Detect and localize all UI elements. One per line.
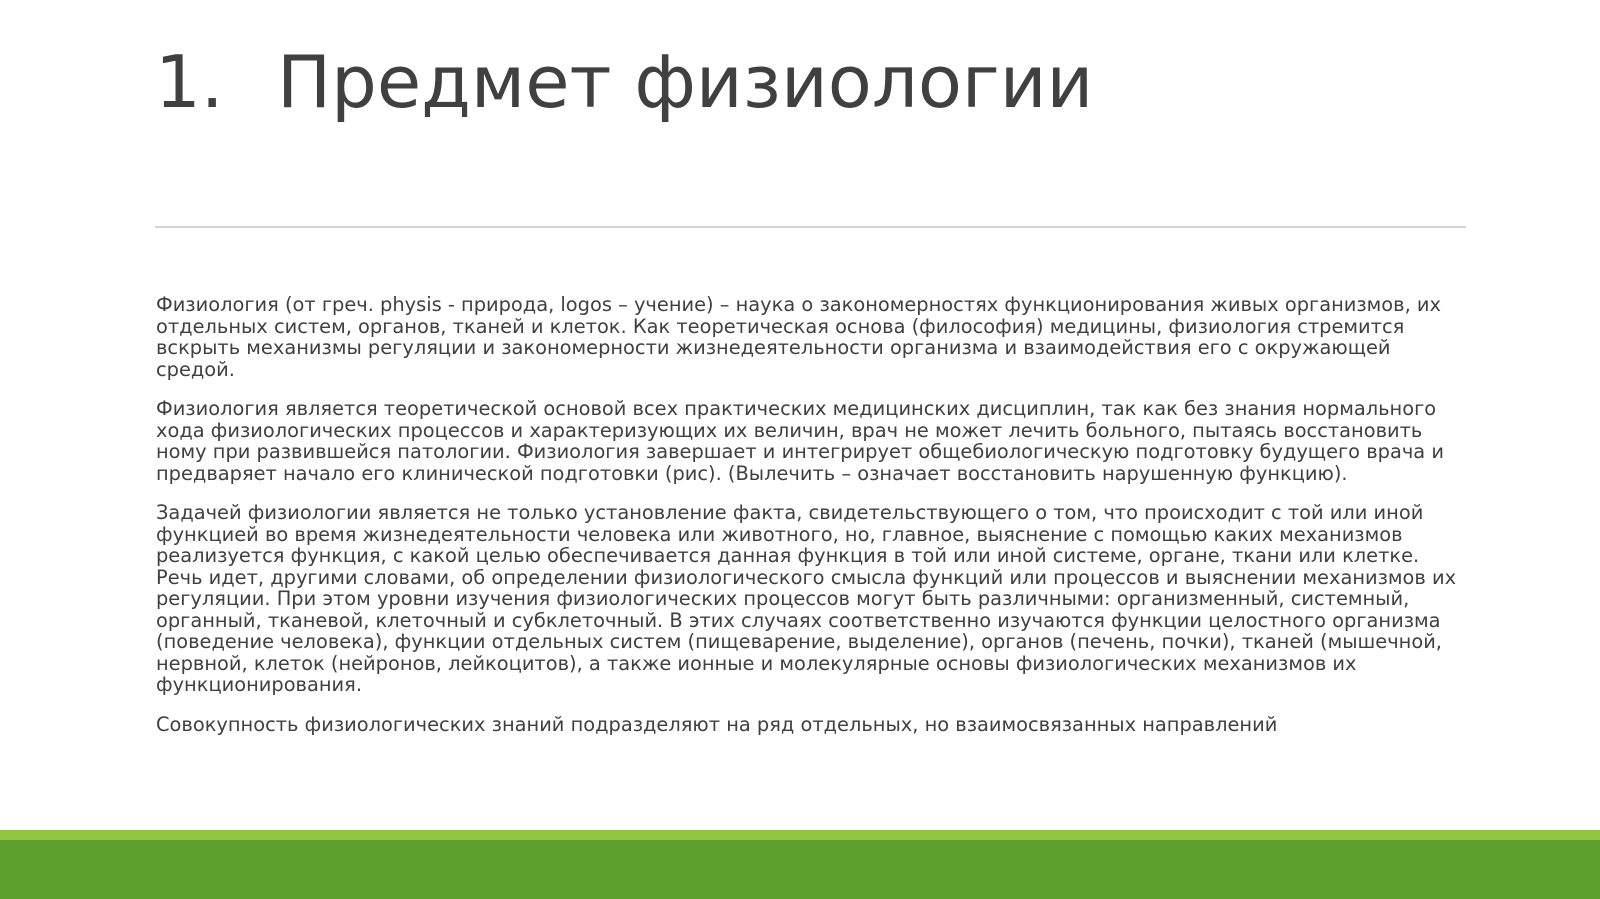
footer-band [0, 840, 1600, 899]
title-number: 1. [155, 40, 224, 124]
paragraph-directions: Совокупность физиологических знаний подразделяют на ряд отдельных, но взаимосвязанных направлений [156, 712, 1278, 736]
title-text: Предмет физиологии [277, 40, 1094, 124]
paragraph-definition: Физиология (от греч. physis - природа, logos – учение) – наука о закономерностях функционирования живых организмов, их отдельных систем, органов, тканей и клеток. Как теоретическая основа (философия) медицины, физиология стремится вскрыть механизмы регуляции и закономерности жизнедеятельности организма и взаимодействия его с окружающей средой. [156, 293, 1441, 381]
title-divider [155, 226, 1466, 228]
slide-body [156, 294, 1468, 753]
slide-title [155, 34, 1093, 130]
paragraph-tasks: Задачей физиологии является не только установление факта, свидетельствующего о том, что происходит с той или иной функцией во время жизнедеятельности человека или животного, но, главное, выяснение с помощью каких механизмов реализуется функция, с какой целью обеспечивается данная функция в той или иной системе, органе, ткани или клетке. Речь идет, другими словами, об определении физиологического смысла функций или процессов и выяснении механизмов их регуляции. При этом уровни изучения физиологических процессов могут быть различными: организменный, системный, органный, тканевой, клеточный и субклеточный. В этих случаях соответственно изучаются функции целостного организма (поведение человека), функции отдельных систем (пищеварение, выделение), органов (печень, почки), тканей (мышечной, нервной, клеток (нейронов, лейкоцитов), а также ионные и молекулярные основы физиологических механизмов их функционирования. [156, 501, 1457, 696]
paragraph-theoretical-basis: Физиология является теоретической основой всех практических медицинских дисциплин, так как без знания нормального хода физиологических процессов и характеризующих их величин, врач не может лечить больного, пытаясь восстановить ному при развившейся патологии. Физиология завершает и интегрирует общебиологическую подготовку будущего врача и предваряет начало его клинической подготовки (рис). (Вылечить – означает восстановить нарушенную функцию). [156, 397, 1444, 485]
footer-accent-band [0, 830, 1600, 840]
